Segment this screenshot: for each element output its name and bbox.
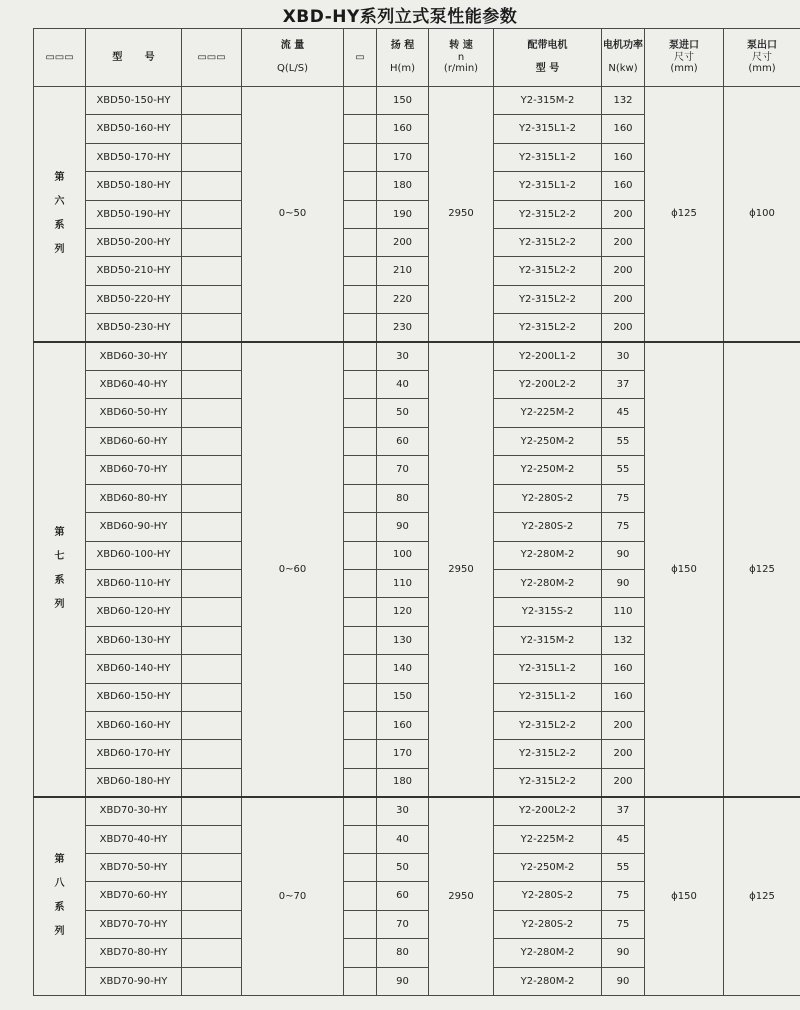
- inlet-size-cell: ϕ125: [645, 87, 724, 343]
- ghost-cell: [182, 740, 242, 768]
- model-cell: XBD50-220-HY: [86, 285, 182, 313]
- model-cell: XBD50-160-HY: [86, 115, 182, 143]
- ghost-cell: [182, 598, 242, 626]
- ghost-cell: [344, 342, 377, 370]
- model-cell: XBD60-30-HY: [86, 342, 182, 370]
- ghost-cell: [182, 399, 242, 427]
- series-name-cell: [34, 342, 86, 797]
- series-name-cell: [34, 797, 86, 996]
- model-cell: XBD50-230-HY: [86, 314, 182, 342]
- head-cell: 160: [377, 711, 429, 739]
- power-cell: 200: [602, 200, 645, 228]
- ghost-cell: [344, 598, 377, 626]
- power-cell: 90: [602, 541, 645, 569]
- outlet-size-cell: ϕ100: [724, 87, 800, 343]
- ghost-cell: [344, 314, 377, 342]
- model-cell: XBD50-150-HY: [86, 87, 182, 115]
- ghost-cell: [344, 513, 377, 541]
- series-name-char: 八: [54, 878, 65, 890]
- model-cell: XBD60-170-HY: [86, 740, 182, 768]
- power-cell: 55: [602, 853, 645, 881]
- inlet-size-cell: ϕ150: [645, 797, 724, 996]
- header-speed: 转 速 n (r/min): [429, 29, 494, 87]
- power-cell: 90: [602, 967, 645, 995]
- ghost-cell: [182, 683, 242, 711]
- head-cell: 60: [377, 882, 429, 910]
- ghost-cell: [182, 541, 242, 569]
- power-cell: 75: [602, 484, 645, 512]
- head-cell: 180: [377, 768, 429, 796]
- model-cell: XBD70-60-HY: [86, 882, 182, 910]
- head-cell: 190: [377, 200, 429, 228]
- ghost-cell: [182, 967, 242, 995]
- flow-cell: 0~50: [242, 87, 344, 343]
- power-cell: 30: [602, 342, 645, 370]
- head-cell: 90: [377, 513, 429, 541]
- motor-cell: Y2-280M-2: [494, 541, 602, 569]
- model-cell: XBD60-180-HY: [86, 768, 182, 796]
- series-name-char: 第: [54, 854, 65, 866]
- model-cell: XBD60-120-HY: [86, 598, 182, 626]
- outlet-size-cell: ϕ125: [724, 797, 800, 996]
- model-cell: XBD50-210-HY: [86, 257, 182, 285]
- motor-cell: Y2-280S-2: [494, 910, 602, 938]
- motor-cell: Y2-225M-2: [494, 399, 602, 427]
- motor-cell: Y2-250M-2: [494, 853, 602, 881]
- motor-cell: Y2-280S-2: [494, 882, 602, 910]
- spec-table-body: [34, 87, 800, 996]
- header-model: 型 号: [86, 29, 182, 87]
- ghost-cell: [344, 768, 377, 796]
- motor-cell: Y2-315L2-2: [494, 285, 602, 313]
- model-cell: XBD60-50-HY: [86, 399, 182, 427]
- head-cell: 70: [377, 910, 429, 938]
- ghost-cell: [344, 257, 377, 285]
- power-cell: 200: [602, 257, 645, 285]
- ghost-cell: [182, 172, 242, 200]
- power-cell: 200: [602, 314, 645, 342]
- series-name-char: 系: [54, 220, 65, 232]
- power-cell: 132: [602, 87, 645, 115]
- ghost-cell: [344, 740, 377, 768]
- ghost-cell: [182, 427, 242, 455]
- motor-cell: Y2-280M-2: [494, 939, 602, 967]
- power-cell: 90: [602, 939, 645, 967]
- model-cell: XBD50-190-HY: [86, 200, 182, 228]
- power-cell: 200: [602, 285, 645, 313]
- model-cell: XBD50-180-HY: [86, 172, 182, 200]
- model-cell: XBD60-100-HY: [86, 541, 182, 569]
- motor-cell: Y2-315M-2: [494, 626, 602, 654]
- table-row: [34, 797, 800, 825]
- model-cell: XBD60-70-HY: [86, 456, 182, 484]
- power-cell: 90: [602, 569, 645, 597]
- ghost-header-cell: ▭▭▭: [34, 29, 86, 87]
- ghost-cell: [182, 314, 242, 342]
- series-name-char: 第: [54, 527, 65, 539]
- power-cell: 75: [602, 882, 645, 910]
- series-name-char: 第: [54, 172, 65, 184]
- ghost-header-cell: ▭▭▭: [182, 29, 242, 87]
- power-cell: 110: [602, 598, 645, 626]
- motor-cell: Y2-280S-2: [494, 513, 602, 541]
- header-flow: 流 量 Q(L/S): [242, 29, 344, 87]
- head-cell: 150: [377, 683, 429, 711]
- head-cell: 210: [377, 257, 429, 285]
- ghost-cell: [344, 285, 377, 313]
- series-name-char: 列: [54, 599, 65, 611]
- head-cell: 80: [377, 939, 429, 967]
- ghost-cell: [344, 683, 377, 711]
- model-cell: XBD50-170-HY: [86, 143, 182, 171]
- head-cell: 180: [377, 172, 429, 200]
- ghost-cell: [344, 484, 377, 512]
- motor-cell: Y2-315L1-2: [494, 655, 602, 683]
- model-cell: XBD60-150-HY: [86, 683, 182, 711]
- ghost-cell: [344, 427, 377, 455]
- ghost-cell: [182, 655, 242, 683]
- speed-cell: 2950: [429, 87, 494, 343]
- head-cell: 80: [377, 484, 429, 512]
- motor-cell: Y2-315L2-2: [494, 740, 602, 768]
- model-cell: XBD60-140-HY: [86, 655, 182, 683]
- head-cell: 160: [377, 115, 429, 143]
- header-outlet: 泵出口 尺寸 (mm): [724, 29, 800, 87]
- ghost-cell: [182, 115, 242, 143]
- power-cell: 160: [602, 172, 645, 200]
- ghost-cell: [182, 626, 242, 654]
- page-title: XBD-HY系列立式泵性能参数: [282, 7, 518, 27]
- ghost-cell: [344, 371, 377, 399]
- head-cell: 220: [377, 285, 429, 313]
- series-name-char: 系: [54, 575, 65, 587]
- motor-cell: Y2-315L1-2: [494, 172, 602, 200]
- power-cell: 132: [602, 626, 645, 654]
- head-cell: 30: [377, 342, 429, 370]
- ghost-cell: [182, 882, 242, 910]
- ghost-cell: [182, 229, 242, 257]
- header-inlet: 泵进口 尺寸 (mm): [645, 29, 724, 87]
- ghost-cell: [344, 172, 377, 200]
- ghost-cell: [182, 285, 242, 313]
- ghost-cell: [344, 910, 377, 938]
- ghost-cell: [182, 371, 242, 399]
- model-cell: XBD50-200-HY: [86, 229, 182, 257]
- speed-cell: 2950: [429, 797, 494, 996]
- power-cell: 160: [602, 143, 645, 171]
- ghost-cell: [344, 541, 377, 569]
- header-power: 电机功率 N(kw): [602, 29, 645, 87]
- header-row: [34, 29, 800, 87]
- motor-cell: Y2-280M-2: [494, 569, 602, 597]
- header-motor: 配带电机 型 号: [494, 29, 602, 87]
- ghost-cell: [344, 626, 377, 654]
- ghost-cell: [182, 853, 242, 881]
- motor-cell: Y2-315L1-2: [494, 683, 602, 711]
- head-cell: 130: [377, 626, 429, 654]
- motor-cell: Y2-315L2-2: [494, 314, 602, 342]
- motor-cell: Y2-225M-2: [494, 825, 602, 853]
- head-cell: 60: [377, 427, 429, 455]
- power-cell: 200: [602, 229, 645, 257]
- model-cell: XBD60-80-HY: [86, 484, 182, 512]
- motor-cell: Y2-200L2-2: [494, 371, 602, 399]
- ghost-cell: [182, 569, 242, 597]
- power-cell: 55: [602, 427, 645, 455]
- motor-cell: Y2-315L2-2: [494, 200, 602, 228]
- head-cell: 230: [377, 314, 429, 342]
- ghost-cell: [182, 456, 242, 484]
- ghost-cell: [182, 711, 242, 739]
- power-cell: 37: [602, 371, 645, 399]
- ghost-cell: [182, 342, 242, 370]
- model-cell: XBD60-110-HY: [86, 569, 182, 597]
- power-cell: 45: [602, 399, 645, 427]
- ghost-cell: [182, 825, 242, 853]
- table-row: [34, 342, 800, 370]
- ghost-cell: [182, 143, 242, 171]
- motor-cell: Y2-280M-2: [494, 967, 602, 995]
- power-cell: 200: [602, 768, 645, 796]
- series-name-cell: [34, 87, 86, 343]
- ghost-cell: [182, 513, 242, 541]
- ghost-cell: [182, 484, 242, 512]
- ghost-cell: [182, 200, 242, 228]
- motor-cell: Y2-315L2-2: [494, 711, 602, 739]
- ghost-cell: [182, 87, 242, 115]
- motor-cell: Y2-315L1-2: [494, 115, 602, 143]
- ghost-cell: [344, 655, 377, 683]
- ghost-cell: [182, 768, 242, 796]
- header-head: 扬 程 H(m): [377, 29, 429, 87]
- head-cell: 50: [377, 399, 429, 427]
- series-name-char: 列: [54, 926, 65, 938]
- model-cell: XBD60-90-HY: [86, 513, 182, 541]
- head-cell: 110: [377, 569, 429, 597]
- model-cell: XBD60-40-HY: [86, 371, 182, 399]
- head-cell: 40: [377, 825, 429, 853]
- motor-cell: Y2-315L2-2: [494, 768, 602, 796]
- motor-cell: Y2-200L1-2: [494, 342, 602, 370]
- model-cell: XBD70-90-HY: [86, 967, 182, 995]
- ghost-cell: [344, 882, 377, 910]
- head-cell: 200: [377, 229, 429, 257]
- inlet-size-cell: ϕ150: [645, 342, 724, 797]
- head-cell: 170: [377, 143, 429, 171]
- power-cell: 75: [602, 513, 645, 541]
- motor-cell: Y2-280S-2: [494, 484, 602, 512]
- power-cell: 200: [602, 740, 645, 768]
- motor-cell: Y2-315S-2: [494, 598, 602, 626]
- model-cell: XBD70-30-HY: [86, 797, 182, 825]
- head-cell: 120: [377, 598, 429, 626]
- ghost-cell: [344, 711, 377, 739]
- ghost-cell: [344, 825, 377, 853]
- model-cell: XBD70-80-HY: [86, 939, 182, 967]
- power-cell: 160: [602, 115, 645, 143]
- ghost-cell: [344, 939, 377, 967]
- ghost-cell: [344, 143, 377, 171]
- motor-cell: Y2-315M-2: [494, 87, 602, 115]
- pump-spec-table: [33, 28, 800, 996]
- model-cell: XBD70-50-HY: [86, 853, 182, 881]
- motor-cell: Y2-250M-2: [494, 456, 602, 484]
- power-cell: 55: [602, 456, 645, 484]
- ghost-cell: [344, 229, 377, 257]
- speed-cell: 2950: [429, 342, 494, 797]
- series-name-char: 七: [54, 551, 65, 563]
- ghost-cell: [344, 797, 377, 825]
- head-cell: 90: [377, 967, 429, 995]
- model-cell: XBD60-160-HY: [86, 711, 182, 739]
- ghost-cell: [182, 939, 242, 967]
- power-cell: 45: [602, 825, 645, 853]
- motor-cell: Y2-315L2-2: [494, 257, 602, 285]
- ghost-cell: [344, 456, 377, 484]
- power-cell: 160: [602, 655, 645, 683]
- head-cell: 140: [377, 655, 429, 683]
- ghost-cell: [344, 200, 377, 228]
- model-cell: XBD70-70-HY: [86, 910, 182, 938]
- ghost-cell: [344, 569, 377, 597]
- outlet-size-cell: ϕ125: [724, 342, 800, 797]
- head-cell: 40: [377, 371, 429, 399]
- head-cell: 50: [377, 853, 429, 881]
- head-cell: 30: [377, 797, 429, 825]
- ghost-cell: [344, 967, 377, 995]
- series-name-char: 系: [54, 902, 65, 914]
- head-cell: 70: [377, 456, 429, 484]
- power-cell: 37: [602, 797, 645, 825]
- model-cell: XBD60-60-HY: [86, 427, 182, 455]
- motor-cell: Y2-250M-2: [494, 427, 602, 455]
- ghost-header-cell: ▭: [344, 29, 377, 87]
- ghost-cell: [182, 257, 242, 285]
- model-cell: XBD60-130-HY: [86, 626, 182, 654]
- power-cell: 200: [602, 711, 645, 739]
- table-row: [34, 87, 800, 115]
- series-name-char: 列: [54, 244, 65, 256]
- head-cell: 100: [377, 541, 429, 569]
- ghost-cell: [344, 399, 377, 427]
- head-cell: 150: [377, 87, 429, 115]
- series-name-char: 六: [54, 196, 65, 208]
- ghost-cell: [182, 797, 242, 825]
- ghost-cell: [344, 853, 377, 881]
- model-cell: XBD70-40-HY: [86, 825, 182, 853]
- flow-cell: 0~60: [242, 342, 344, 797]
- head-cell: 170: [377, 740, 429, 768]
- ghost-cell: [182, 910, 242, 938]
- motor-cell: Y2-315L2-2: [494, 229, 602, 257]
- power-cell: 75: [602, 910, 645, 938]
- motor-cell: Y2-315L1-2: [494, 143, 602, 171]
- power-cell: 160: [602, 683, 645, 711]
- flow-cell: 0~70: [242, 797, 344, 996]
- motor-cell: Y2-200L2-2: [494, 797, 602, 825]
- ghost-cell: [344, 87, 377, 115]
- ghost-cell: [344, 115, 377, 143]
